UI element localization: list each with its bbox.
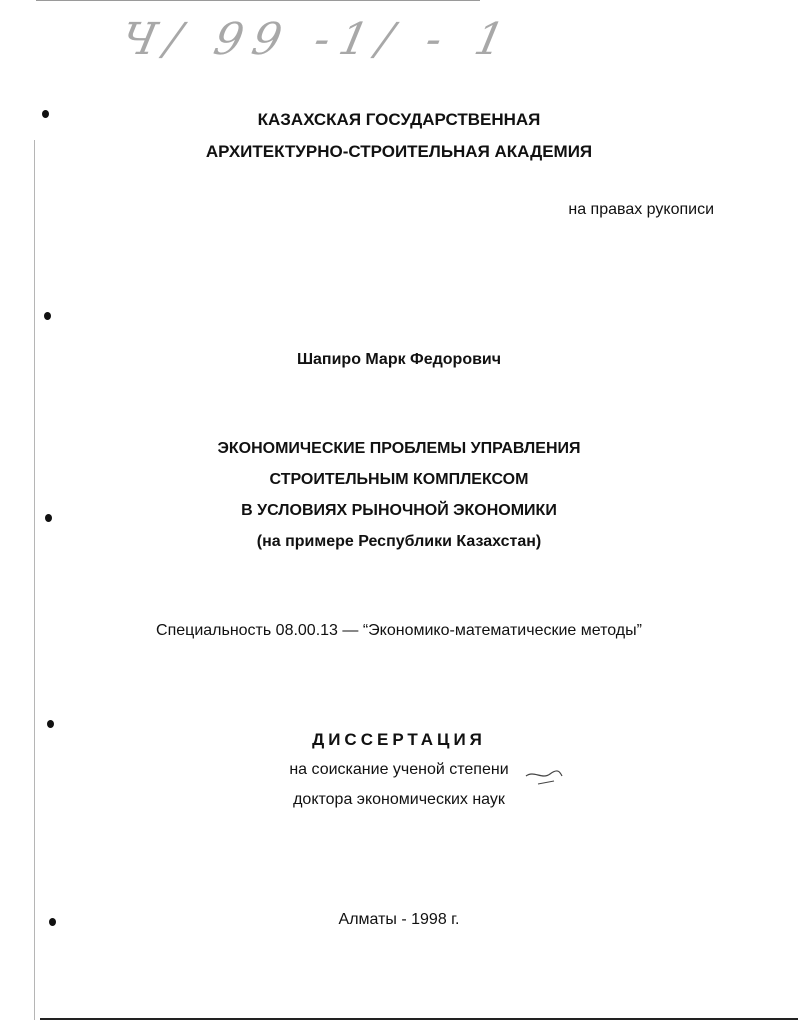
binding-hole-dot (47, 720, 54, 728)
author-name: Шапиро Марк Федорович (296, 351, 502, 368)
institution-line-2: АРХИТЕКТУРНО-СТРОИТЕЛЬНАЯ АКАДЕМИЯ (205, 142, 593, 161)
specialty: Специальность 08.00.13 — “Экономико-математические методы” (156, 622, 642, 639)
scan-left-edge (34, 140, 35, 1020)
dissertation-title (0, 433, 798, 557)
title-line-2: СТРОИТЕЛЬНЫМ КОМПЛЕКСОМ (269, 471, 529, 488)
dissertation-heading: ДИССЕРТАЦИЯ (312, 730, 486, 749)
institution-line-1: КАЗАХСКАЯ ГОСУДАРСТВЕННАЯ (257, 110, 541, 129)
binding-hole-dot (44, 312, 51, 320)
title-line-4: (на примере Республики Казахстан) (256, 533, 542, 550)
scan-top-edge (36, 0, 480, 1)
handwritten-archive-mark: Ч/ 99 -1/ - 1 (116, 14, 519, 65)
title-line-3: В УСЛОВИЯХ РЫНОЧНОЙ ЭКОНОМИКИ (241, 502, 557, 519)
manuscript-note: на правах рукописи (568, 201, 714, 218)
pen-squiggle-mark (524, 768, 564, 788)
place-and-year: Алматы - 1998 г. (338, 911, 460, 928)
degree-line-2: доктора экономических наук (293, 791, 505, 808)
title-line-1: ЭКОНОМИЧЕСКИЕ ПРОБЛЕМЫ УПРАВЛЕНИЯ (217, 440, 581, 457)
degree-line-1: на соискание ученой степени (289, 761, 509, 778)
institution-name (0, 104, 798, 168)
scan-bottom-edge (40, 1018, 798, 1020)
